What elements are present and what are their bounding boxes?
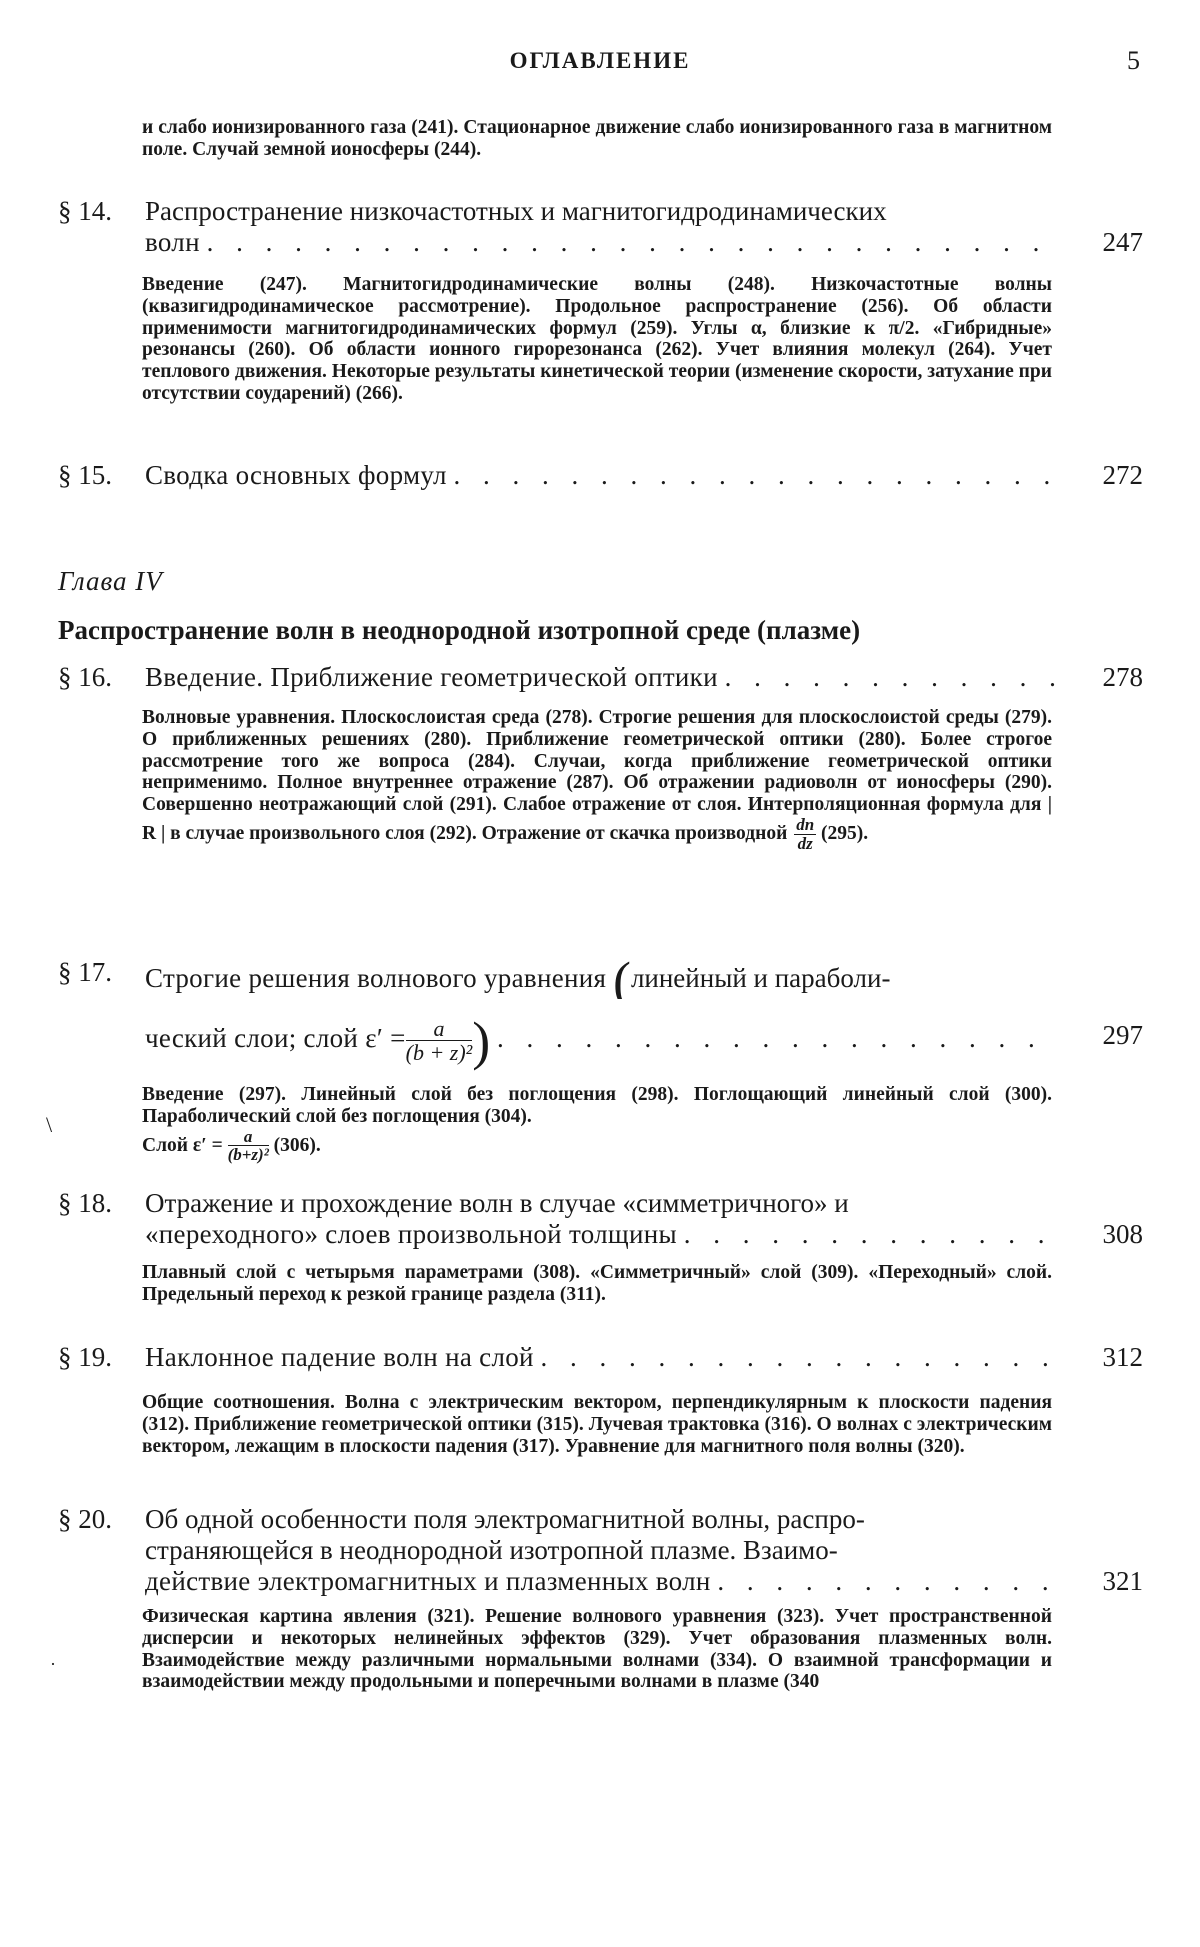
- derivative-fraction: [794, 816, 816, 853]
- section-title-line: [145, 662, 1059, 693]
- section-title-line3: [145, 1566, 1059, 1597]
- summary-ref: (306).: [274, 1134, 321, 1155]
- top-continuation-summary: и слабо ионизированного газа (241). Стационарное движение слабо ионизированного газа в магнитном поле. Случай земной ионосферы (244).: [142, 117, 1052, 161]
- open-paren: (: [613, 957, 631, 999]
- section-title-last-word: волн: [145, 227, 200, 257]
- scan-mark: ·: [50, 1654, 56, 1675]
- epsilon-fraction: [406, 1017, 473, 1064]
- toc-entry-s18: [58, 1188, 1143, 1250]
- section-page: 321: [1103, 1566, 1144, 1597]
- section-page: 308: [1103, 1219, 1144, 1250]
- toc-entry-s19: [58, 1342, 1143, 1373]
- section-number: § 15.: [58, 460, 112, 491]
- section-page: 247: [1103, 227, 1144, 258]
- frac-numerator: a: [228, 1128, 269, 1147]
- section-number: § 14.: [58, 196, 112, 227]
- section-title-line1: [145, 957, 1059, 999]
- section-page: 272: [1103, 460, 1144, 491]
- frac-denominator: dz: [794, 835, 816, 853]
- running-title: ОГЛАВЛЕНИЕ: [60, 48, 1140, 74]
- leader-dots: . . . . . . . . . . . . . . . . . . .: [497, 1023, 1059, 1053]
- toc-entry-s17: [58, 957, 1143, 1071]
- section-number: § 18.: [58, 1188, 112, 1219]
- toc-entry-s14: [58, 196, 1143, 258]
- toc-entry-s20: [58, 1504, 1143, 1597]
- section-title-line2: [145, 1005, 1059, 1071]
- section-title-part3: действие электромагнитных и плазменных волн: [145, 1566, 711, 1596]
- leader-dots: . . . . . . . . . . . . .: [684, 1219, 1053, 1249]
- page-number: 5: [1127, 46, 1140, 76]
- frac-denominator: (b+z)²: [228, 1146, 269, 1164]
- section-title: Сводка основных формул: [145, 460, 447, 490]
- section-number: § 19.: [58, 1342, 112, 1373]
- leader-dots: . . . . . . . . . . .: [725, 662, 1059, 692]
- leader-dots: . . . . . . . . . . . . . . . . . .: [541, 1342, 1059, 1372]
- summary-layer-lead: Слой ε′ =: [142, 1134, 223, 1155]
- layer-fraction: [228, 1128, 269, 1165]
- section-title-part1: Строгие решения волнового уравнения: [145, 963, 606, 993]
- section-title-part2: ческий слои; слой ε′ =: [145, 1023, 406, 1053]
- frac-numerator: a: [406, 1017, 473, 1041]
- leader-dots: . . . . . . . . . . . .: [717, 1566, 1059, 1596]
- scan-mark: \: [46, 1112, 52, 1138]
- leader-dots: . . . . . . . . . . . . . . . . . . . . .: [453, 460, 1059, 490]
- chapter-title: Распространение волн в неоднородной изотропной среде (плазме): [58, 615, 860, 646]
- chapter-label: Глава IV: [58, 566, 163, 597]
- close-paren: ): [472, 1011, 490, 1071]
- leader-dots: . . . . . . . . . . . . . . . . . . . . . . . . . . . . .: [207, 227, 1059, 257]
- section-number: § 20.: [58, 1504, 112, 1535]
- section-summary-s19: Общие соотношения. Волна с электрическим вектором, перпендикулярным к плоскости падения (312). Приближение геометрической оптики (315). Лучевая трактовка (316). О волнах с электрическим вектором, лежащим в плоскости падения (317). Уравнение для магнитного поля волны (320).: [142, 1392, 1052, 1457]
- section-title-part2: «переходного» слоев произвольной толщины: [145, 1219, 677, 1249]
- frac-numerator: dn: [794, 816, 816, 835]
- toc-entry-s15: [58, 460, 1143, 491]
- section-title-line: [145, 1342, 1059, 1373]
- section-title-paren-text: линейный и параболи-: [631, 963, 891, 993]
- section-title-line1: Об одной особенности поля электромагнитной волны, распро-: [145, 1504, 1059, 1535]
- section-title: Наклонное падение волн на слой: [145, 1342, 534, 1372]
- toc-page: [0, 0, 1200, 1947]
- section-title-line2: [145, 227, 1059, 258]
- section-page: 312: [1103, 1342, 1144, 1373]
- summary-ref: (295).: [821, 823, 868, 844]
- section-title-line1: Распространение низкочастотных и магнитогидродинамических: [145, 196, 1059, 227]
- section-title: Введение. Приближение геометрической оптики: [145, 662, 718, 692]
- section-summary-s17: [142, 1084, 1052, 1164]
- section-page: 297: [1103, 1020, 1144, 1051]
- summary-text: Введение (297). Линейный слой без поглощения (298). Поглощающий линейный слой (300). Параболический слой без поглощения (304).: [142, 1084, 1052, 1127]
- section-title-line2: страняющейся в неоднородной изотропной плазме. Взаимо-: [145, 1535, 1059, 1566]
- summary-text: Волновые уравнения. Плоскослоистая среда (278). Строгие решения для плоскослоистой среды (279). О приближенных решениях (280). Приближение геометрической оптики (280). Более строгое рассмотрение того же вопроса (284). Случаи, когда приближение геометрической оптики неприменимо. Полное внутреннее отражение (287). Об отражении радиоволн от ионосферы (290). Совершенно неотражающий слой (291). Слабое отражение от слоя. Интерполяционная формула для | R | в случае произвольного слоя (292). Отражение от скачка производной: [142, 707, 1052, 844]
- section-page: 278: [1103, 662, 1144, 693]
- section-summary-s14: Введение (247). Магнитогидродинамические волны (248). Низкочастотные волны (квазигидродинамическое рассмотрение). Продольное распространение (256). Об области применимости магнитогидродинамических формул (259). Углы α, близкие к π/2. «Гибридные» резонансы (260). Об области ионного гирорезонанса (262). Учет влияния молекул (264). Учет теплового движения. Некоторые результаты кинетической теории (изменение скорости, затухание при отсутствии соударений) (266).: [142, 274, 1052, 405]
- running-header: [60, 48, 1140, 82]
- section-summary-s20: Физическая картина явления (321). Решение волнового уравнения (323). Учет пространственной дисперсии и некоторых нелинейных эффектов (329). Учет образования плазменных волн. Взаимодействие между различными нормальными волнами (334). О взаимной трансформации и взаимодействии между продольными и поперечными волнами в плазме (340: [142, 1606, 1052, 1693]
- section-title-line1: Отражение и прохождение волн в случае «симметричного» и: [145, 1188, 1059, 1219]
- toc-entry-s16: [58, 662, 1143, 693]
- section-title-line2: [145, 1219, 1059, 1250]
- section-summary-s18: Плавный слой с четырьмя параметрами (308). «Симметричный» слой (309). «Переходный» слой. Предельный переход к резкой границе раздела (311).: [142, 1262, 1052, 1306]
- frac-denominator: (b + z)²: [406, 1041, 473, 1064]
- section-summary-s16: [142, 707, 1052, 853]
- section-number: § 17.: [58, 957, 112, 988]
- section-number: § 16.: [58, 662, 112, 693]
- section-title-line: [145, 460, 1059, 491]
